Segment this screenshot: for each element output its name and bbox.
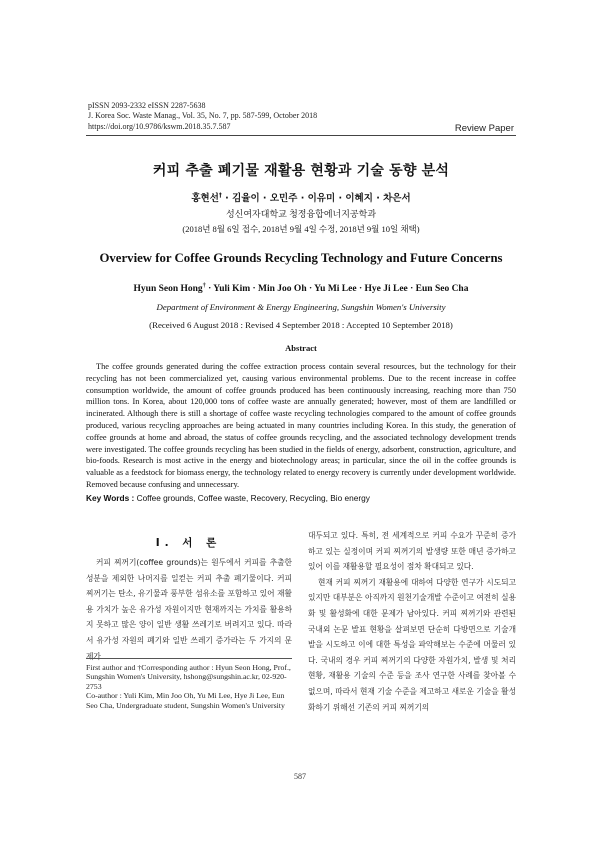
footnote-divider <box>86 658 292 659</box>
page-number: 587 <box>294 772 306 781</box>
header-divider <box>86 135 516 136</box>
english-first-author: Hyun Seon Hong <box>133 284 203 295</box>
korean-affiliation: 성신여자대학교 청정융합에너지공학과 <box>225 209 377 219</box>
korean-coauthors: · 김율이 · 오민주 · 이유미 · 이혜지 · 차은서 <box>221 193 411 204</box>
section-heading: I. 서 론 <box>155 537 222 549</box>
intro-paragraph-2: 현재 커피 찌꺼기 재활용에 대하여 다양한 연구가 시도되고 있지만 대부분은 아직까지 원천기술개발 수준이고 여전히 실용화 및 활성화에 대한 문제가 남아있다. 커피 찌꺼기와 관련된 국내외 논문 발표 현황을 살펴보면 단순히 다방면으로 기술개발을 시도하고 이에 대한 특성을 파악해보는 수준에 머물러 있다. 국내의 경우 커피 찌꺼기의 다양한 자원가치, 발생 및 처리 현황, 재활용 기술의 수준 등을 조사 연구한 사례를 찾아볼 수 없으며, 따라서 현재 기술 수준을 제고하고 새로운 기술을 활성화하기 위해선 기존의 커피 찌꺼기의 <box>308 577 516 712</box>
doi-link[interactable]: https://doi.org/10.9786/kswm.2018.35.7.587 <box>88 122 231 131</box>
korean-first-author: 홍현선 <box>191 193 219 204</box>
abstract-heading: Abstract <box>285 343 317 353</box>
keywords <box>86 493 516 503</box>
right-column <box>308 528 516 715</box>
keywords-label: Key Words : <box>86 493 135 503</box>
abstract-text: The coffee grounds generated during the coffee extraction process contain several resources, but the technology for their recycling has not been commercialized yet, causing various environmental problems. Due to the recent increase in coffee consumption worldwide, the amount of coffee grounds produced has been continuously increasing, reaching more than 750 million tons. In Korea, about 120,000 tons of coffee waste are annually generated; however, most of them are landfilled or incinerated. Although there is still a shortage of coffee waste recycling technologies compared to the amount of coffee grounds produced, various recycling approaches are being actuated in many countries including Korea. In this study, the generation of coffee grounds at home and abroad, the status of coffee grounds recycling, and the associated technology development trends were investigated. The coffee grounds recycling has been studied in the fields of energy, adsorbent, construction, agriculture, and bio-foods. Research is most active in the energy and biotechnology areas; in particular, since the oil in the coffee grounds is valuable as a feedstock for biomass energy, the technology related to energy recovery is currently under development worldwide. Removed because confusing and unnecessary. <box>86 362 516 489</box>
article-type-label: Review Paper <box>454 123 514 134</box>
corresponding-mark: † <box>218 191 222 199</box>
footnote <box>86 663 292 710</box>
korean-dates: (2018년 8월 6일 접수, 2018년 9월 4일 수정, 2018년 9월 10일 채택) <box>182 224 420 234</box>
korean-authors <box>86 190 516 204</box>
korean-title: 커피 추출 폐기물 재활용 현황과 기술 동향 분석 <box>152 163 450 179</box>
english-dates: (Received 6 August 2018 : Revised 4 September 2018 : Accepted 10 September 2018) <box>149 320 453 330</box>
keywords-list: Coffee grounds, Coffee waste, Recovery, Recycling, Bio energy <box>134 493 370 503</box>
intro-paragraph-1-continued: 대두되고 있다. 특히, 전 세계적으로 커피 수요가 꾸준히 증가하고 있는 실정이며 커피 찌꺼기의 발생량 또한 매년 증가하고 있어 이를 재활용할 필요성이 점차 확대되고 있다. <box>308 531 516 572</box>
left-column <box>86 555 292 664</box>
footnote-coauthors: Co-author : Yuli Kim, Min Joo Oh, Yu Mi Lee, Hye Ji Lee, Eun Seo Cha, Undergraduate student, Sungshin Women's University <box>86 691 285 710</box>
english-affiliation: Department of Environment & Energy Engineering, Sungshin Women's University <box>156 302 446 312</box>
issn-line: pISSN 2093-2332 eISSN 2287-5638 <box>88 101 206 110</box>
english-coauthors: · Yuli Kim · Min Joo Oh · Yu Mi Lee · Hye Ji Lee · Eun Seo Cha <box>205 284 469 295</box>
english-authors <box>86 283 516 294</box>
footnote-corresponding: First author and †Corresponding author : Hyun Seon Hong, Prof., Sungshin Women's University, hshong@sungshin.ac.kr, 02-920-2753 <box>86 663 291 691</box>
journal-citation: J. Korea Soc. Waste Manag., Vol. 35, No. 7, pp. 587-599, October 2018 <box>88 111 318 120</box>
intro-paragraph-1: 커피 찌꺼기(coffee grounds)는 원두에서 커피를 추출한 성분을 제외한 나머지를 일컫는 커피 추출 폐기물이다. 커피 찌꺼기는 탄소, 유기물과 풍부한 섬유소를 포함하고 있어 재활용 가치가 높은 유가성 자원이지만 현재까지는 가치를 활용하지 못하고 많은 양이 일반 생활 쓰레기로 버려지고 있다. 따라서 유가성 자원의 폐기와 일반 쓰레기 증가라는 두 가지의 문제가 <box>86 558 292 661</box>
english-title: Overview for Coffee Grounds Recycling Technology and Future Concerns <box>99 251 503 265</box>
corresponding-mark: † <box>202 283 206 289</box>
